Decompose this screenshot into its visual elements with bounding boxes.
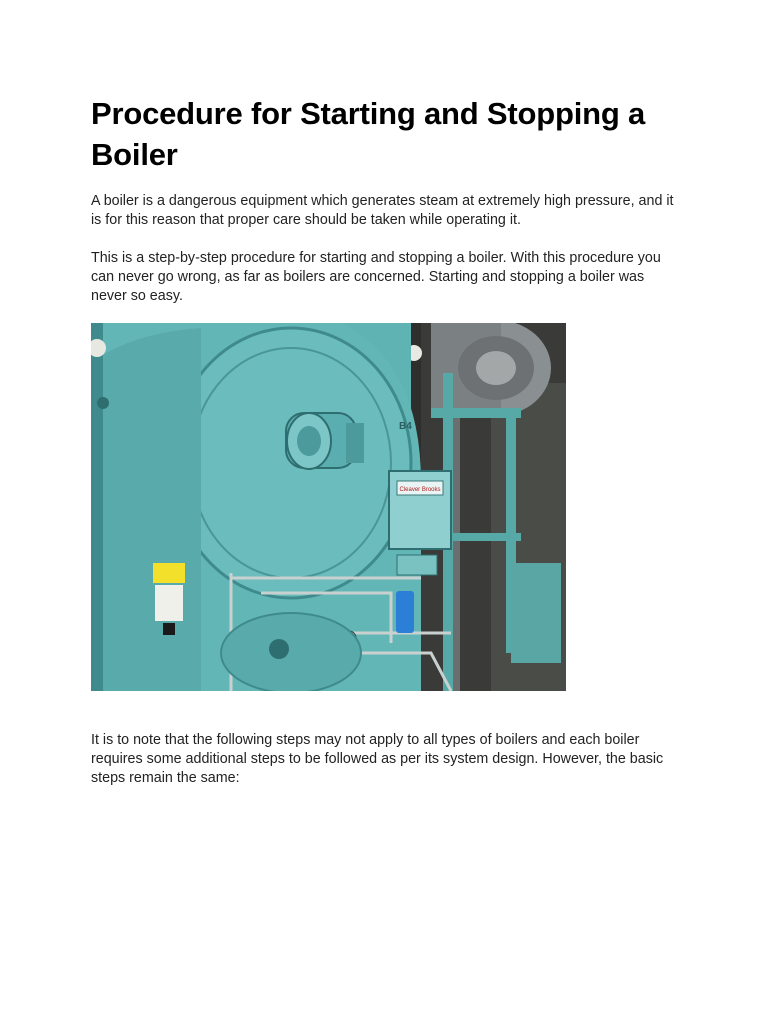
blue-valve <box>396 591 414 633</box>
article-title: Procedure for Starting and Stopping a Boiler <box>91 96 646 172</box>
intro-paragraph: A boiler is a dangerous equipment which generates steam at extremely high pressure, and it is for this reason that proper care should be taken while operating it. <box>91 193 674 228</box>
boiler-badge: B4 <box>399 421 412 432</box>
note-paragraph: It is to note that the following steps may not apply to all types of boilers and each boiler requires some additional steps to be followed as per its system design. However, the basic steps remain the same: <box>91 732 664 786</box>
blower-motor <box>286 413 364 469</box>
panel-label: Cleaver Brooks <box>399 487 441 493</box>
boiler-photo <box>91 323 566 691</box>
procedure-paragraph: This is a step-by-step procedure for starting and stopping a boiler. With this procedure you can never go wrong, as far as boilers are concerned. Starting and stopping a boiler was never so easy. <box>91 250 661 304</box>
